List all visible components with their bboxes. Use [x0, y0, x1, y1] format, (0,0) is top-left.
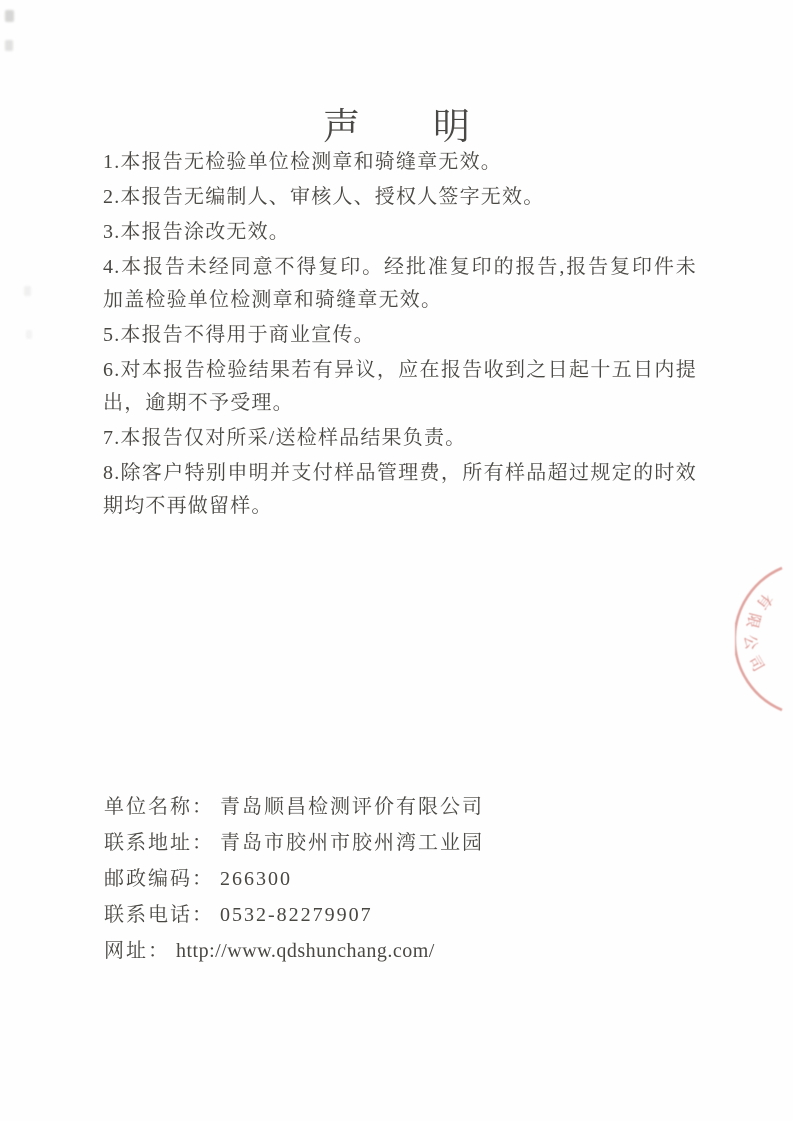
phone-value: 0532-82279907 [220, 904, 373, 926]
declaration-item-3: 3.本报告涂改无效。 [103, 221, 290, 243]
declaration-item-2: 2.本报告无编制人、审核人、授权人签字无效。 [103, 186, 545, 208]
phone-label: 联系电话： [104, 904, 214, 926]
contact-row-phone [104, 898, 484, 926]
address-value: 青岛市胶州市胶州湾工业园 [220, 832, 484, 854]
seal-ring-arc [735, 568, 782, 710]
scan-artifact [5, 10, 14, 22]
declaration-list [103, 146, 697, 525]
declaration-item-1: 1.本报告无检验单位检测章和骑缝章无效。 [103, 151, 502, 173]
scan-artifact [5, 40, 13, 51]
address-label: 联系地址： [104, 832, 214, 854]
website-url-value: http://www.qdshunchang.com/ [176, 940, 435, 962]
scan-artifact [24, 286, 31, 296]
declaration-item-6: 6.对本报告检验结果若有异议，应在报告收到之日起十五日内提出，逾期不予受理。 [103, 359, 697, 414]
declaration-item-5: 5.本报告不得用于商业宣传。 [103, 324, 375, 346]
contact-row-website [104, 934, 484, 962]
contact-row-company-name [104, 790, 484, 818]
declaration-item-7: 7.本报告仅对所采/送检样品结果负责。 [103, 427, 467, 449]
contact-info-block [104, 790, 484, 970]
page-title: 声 明 [323, 107, 488, 148]
contact-row-address [104, 826, 484, 854]
declaration-item-8: 8.除客户特别申明并支付样品管理费，所有样品超过规定的时效期均不再做留样。 [103, 462, 697, 517]
website-label: 网址： [104, 940, 170, 962]
company-name-value: 青岛顺昌检测评价有限公司 [220, 796, 484, 818]
company-name-label: 单位名称： [104, 796, 214, 818]
seal-text: 有限公司 [740, 589, 775, 683]
declaration-item-4: 4.本报告未经同意不得复印。经批准复印的报告,报告复印件未加盖检验单位检测章和骑缝章无效。 [103, 256, 697, 311]
postcode-label: 邮政编码： [104, 868, 214, 890]
company-seal-stamp [735, 562, 793, 714]
contact-row-postcode [104, 862, 484, 890]
scan-artifact [26, 330, 32, 339]
postcode-value: 266300 [220, 868, 292, 890]
